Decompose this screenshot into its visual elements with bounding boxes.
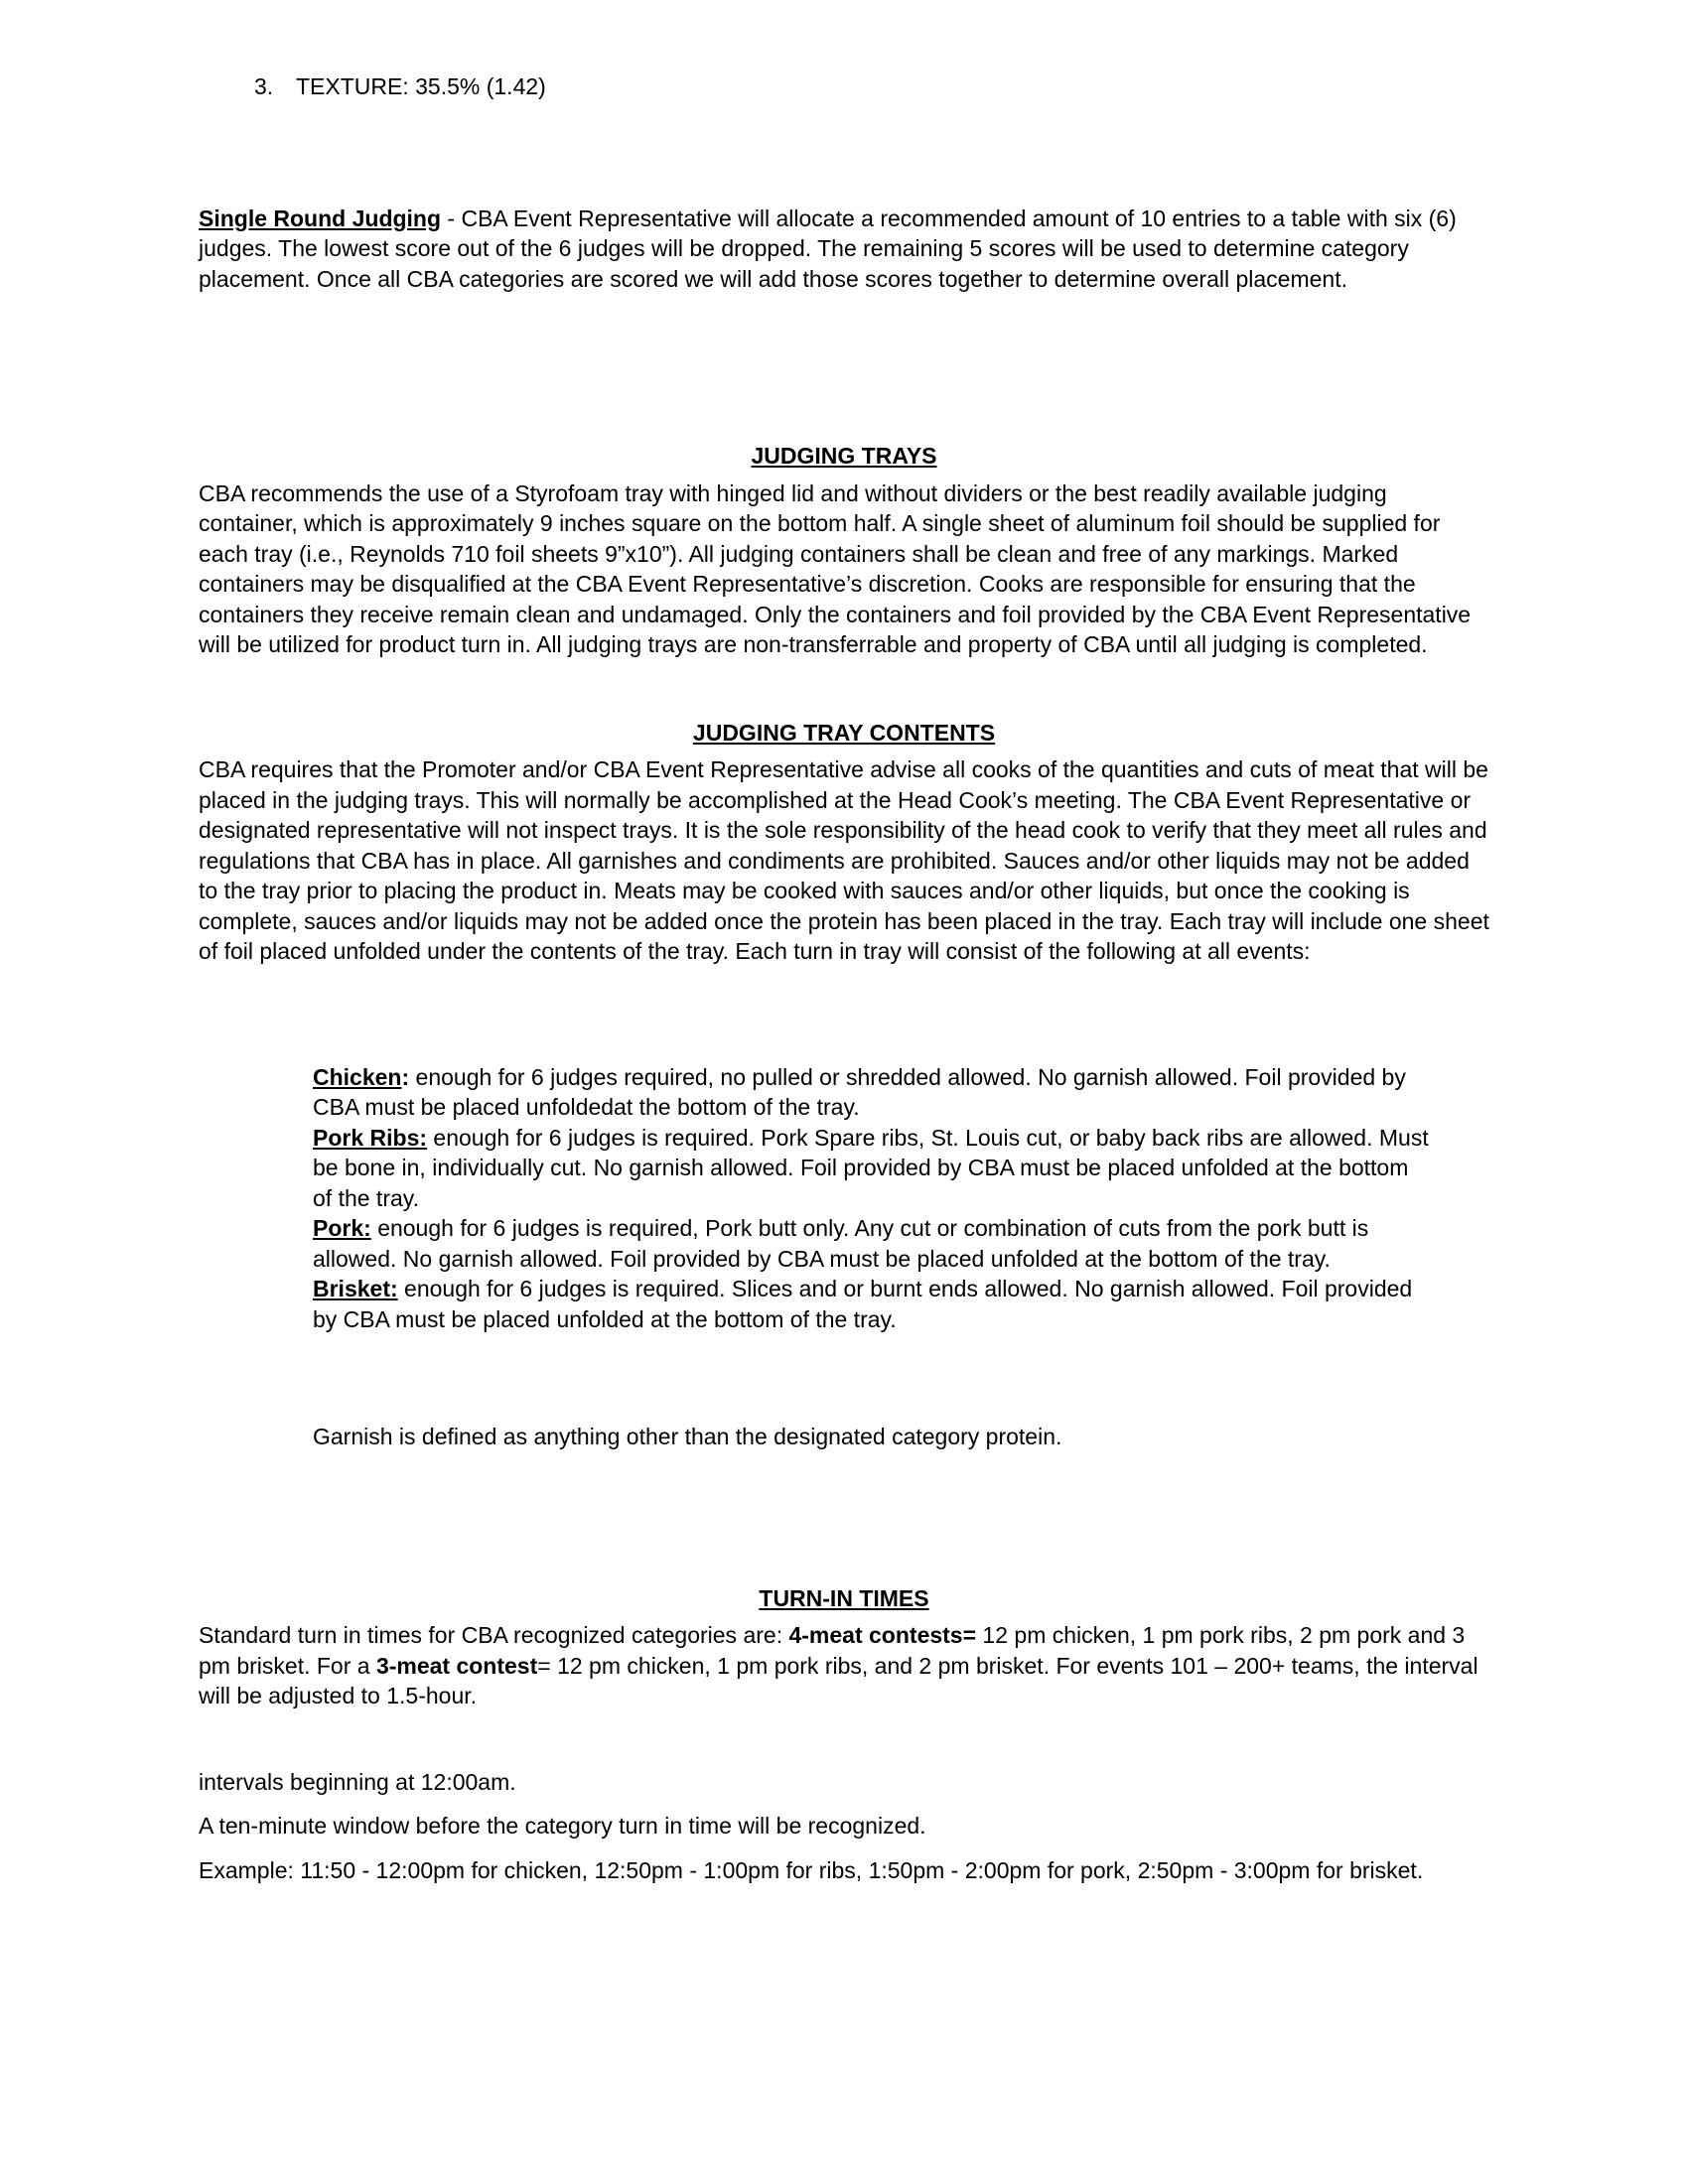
judging-trays-paragraph: CBA recommends the use of a Styrofoam tray with hinged lid and without dividers or the best readily available judging container, which is approximately 9 inches square on the bottom half. A single sheet of aluminum foil should be supplied for each tray (i.e., Reynolds 710 foil sheets 9”x10”). All judging containers shall be clean and free of any markings. Marked containers may be disqualified at the CBA Event Representative’s discretion. Cooks are responsible for ensuring that the containers they receive remain clean and undamaged. Only the containers and foil provided by the CBA Event Representative will be utilized for product turn in. All judging trays are non-transferrable and property of CBA until all judging is completed. xyxy=(199,479,1472,657)
judging-trays-heading: JUDGING TRAYS xyxy=(751,443,937,469)
judging-tray-contents-heading: JUDGING TRAY CONTENTS xyxy=(692,719,996,746)
tray-item-chicken-separator: : xyxy=(401,1063,416,1090)
tray-item-brisket-label: Brisket: xyxy=(313,1276,398,1301)
tray-item-pork-label: Pork: xyxy=(313,1215,371,1241)
tray-item-brisket-text: enough for 6 judges is required. Slices and or burnt ends allowed. No garnish allowed. Foil provided by CBA must be placed unfolded at the bottom of the tray. xyxy=(313,1276,1413,1332)
tray-item-chicken-label: Chicken xyxy=(313,1063,402,1090)
list-item-number: 3. xyxy=(254,73,274,99)
tray-item-chicken-text: enough for 6 judges required, no pulled or shredded allowed. No garnish allowed. Foil provided by CBA must be placed unfoldedat the bottom of the tray. xyxy=(313,1063,1406,1120)
turn-in-example-line: Example: 11:50 - 12:00pm for chicken, 12:50pm - 1:00pm for ribs, 1:50pm - 2:00pm for pork, 2:50pm - 3:00pm for brisket. xyxy=(199,1856,1424,1883)
single-round-judging-paragraph xyxy=(199,204,1489,295)
judging-tray-contents-paragraph: CBA requires that the Promoter and/or CBA Event Representative advise all cooks of the quantities and cuts of meat that will be placed in the judging trays. This will normally be accomplished at the Head Cook’s meeting. The CBA Event Representative or designated representative will not inspect trays. It is the sole responsibility of the head cook to verify that they meet all rules and regulations that CBA has in place. All garnishes and condiments are prohibited. Sauces and/or other liquids may not be added to the tray prior to placing the product in. Meats may be cooked with sauces and/or other liquids, but once the cooking is complete, sauces and/or liquids may not be added once the protein has been placed in the tray. Each tray will include one sheet of foil placed unfolded under the contents of the tray. Each turn in tray will consist of the following at all events: xyxy=(199,756,1489,964)
turn-in-times-text-3: = 12 pm chicken, 1 pm pork ribs, and 2 pm brisket. For events 101 – 200+ teams, the interval will be adjusted to 1.5-hour. xyxy=(199,1652,1478,1708)
tray-contents-list xyxy=(313,1062,1430,1335)
tray-item-pork-ribs xyxy=(313,1123,1430,1214)
numbered-list-item-texture xyxy=(254,71,1489,102)
tray-item-pork-ribs-label: Pork Ribs: xyxy=(313,1124,428,1151)
turn-in-times-bold-4meat: 4-meat contests= xyxy=(788,1622,977,1648)
tray-item-chicken xyxy=(313,1062,1430,1123)
turn-in-times-text-1: Standard turn in times for CBA recognized categories are: xyxy=(199,1622,789,1648)
turn-in-times-bold-3meat: 3-meat contest xyxy=(375,1652,538,1679)
tray-item-pork-text: enough for 6 judges is required, Pork butt only. Any cut or combination of cuts from the pork butt is allowed. No garnish allowed. Foil provided by CBA must be placed unfolded at the bottom of the tray. xyxy=(313,1215,1369,1272)
tray-item-pork xyxy=(313,1213,1430,1274)
tray-item-brisket xyxy=(313,1274,1430,1334)
turn-in-times-paragraph xyxy=(199,1620,1489,1711)
turn-in-times-heading: TURN-IN TIMES xyxy=(759,1584,929,1611)
single-round-judging-body: - CBA Event Representative will allocate a recommended amount of 10 entries to a table with six (6) judges. The lowest score out of the 6 judges will be dropped. The remaining 5 scores will be used to determine category placement. Once all CBA categories are scored we will add those scores together to determine overall placement. xyxy=(199,205,1457,292)
turn-in-times-text-2: 12 pm chicken, 1 pm pork ribs, 2 pm pork and 3 pm brisket. For a xyxy=(199,1622,1466,1679)
single-round-judging-lead: Single Round Judging xyxy=(199,205,442,231)
garnish-definition-note: Garnish is defined as anything other than the designated category protein. xyxy=(313,1424,1062,1449)
list-item-text: TEXTURE: 35.5% (1.42) xyxy=(296,73,546,99)
intervals-line: intervals beginning at 12:00am. xyxy=(199,1768,516,1795)
ten-minute-window-line: A ten-minute window before the category turn in time will be recognized. xyxy=(199,1813,926,1839)
tray-item-pork-ribs-text: enough for 6 judges is required. Pork Spare ribs, St. Louis cut, or baby back ribs are allowed. Must be bone in, individually cut. No garnish allowed. Foil provided by CBA must be placed unfolded at the bottom of the tray. xyxy=(313,1124,1429,1211)
